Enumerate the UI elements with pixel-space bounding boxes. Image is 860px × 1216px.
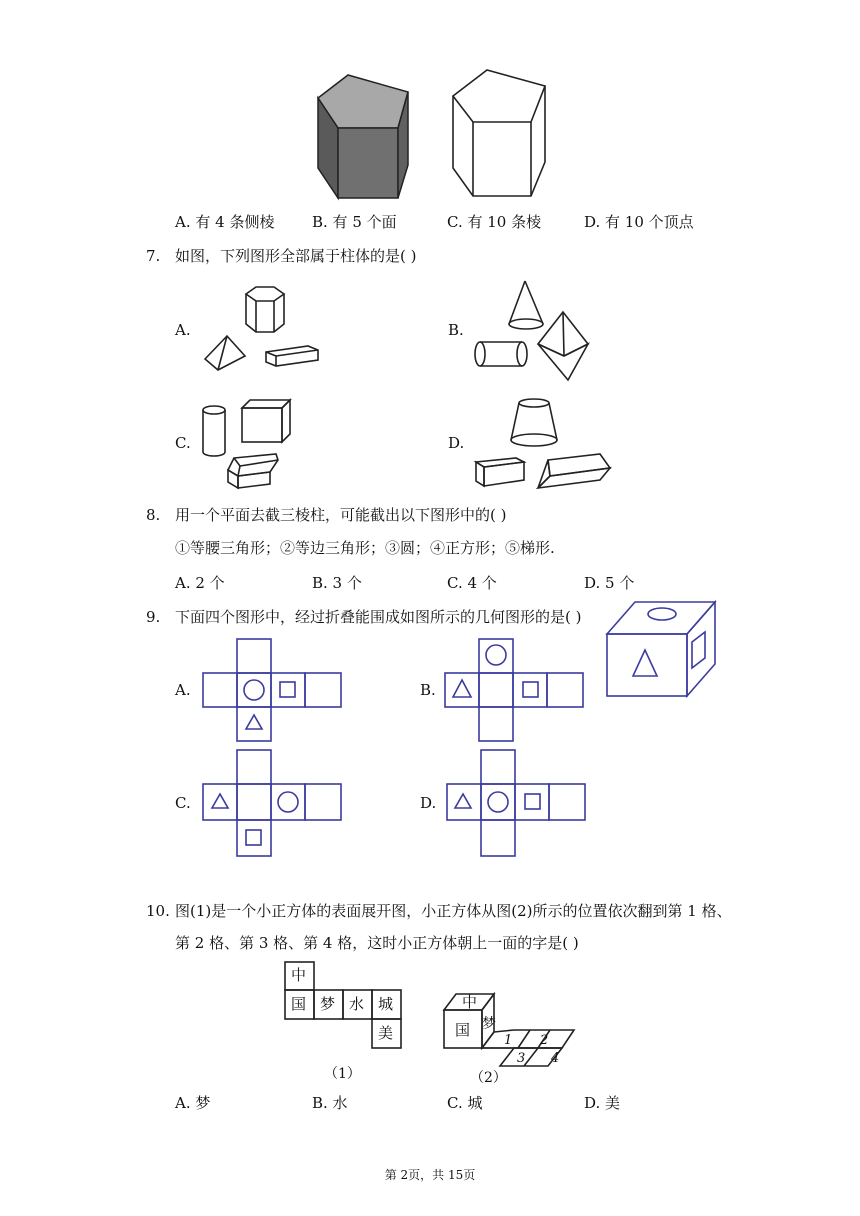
q10-net-char-meng: 梦 — [320, 995, 336, 1013]
q8-option-a: A. 2 个 — [175, 574, 225, 592]
q10-net-char-mei: 美 — [378, 1024, 394, 1042]
q10-grid-number-1: 1 — [504, 1033, 513, 1048]
q10-option-c: C. 城 — [447, 1094, 483, 1112]
q7-option-b-solids — [470, 278, 600, 382]
q9-net-c-figure — [202, 750, 344, 858]
q8-stem: 用一个平面去截三棱柱，可能截出以下图形中的( ) — [175, 506, 507, 524]
q7-label-b: B. — [448, 321, 464, 339]
q6-option-d: D. 有 10 个顶点 — [584, 213, 694, 231]
q9-number: 9. — [146, 608, 161, 626]
q10-option-d: D. 美 — [584, 1094, 621, 1112]
q9-reference-cube-figure — [605, 600, 717, 700]
q10-net-char-cheng: 城 — [378, 995, 394, 1013]
q10-figure-2-caption: （2） — [470, 1070, 507, 1086]
q8-number: 8. — [146, 506, 161, 524]
q7-stem: 如图，下列图形全部属于柱体的是( ) — [175, 247, 417, 265]
q10-option-a: A. 梦 — [175, 1094, 211, 1112]
q10-cube-char-guo: 国 — [455, 1021, 471, 1039]
q9-label-b: B. — [420, 681, 436, 699]
q10-grid-number-2: 2 — [540, 1033, 549, 1048]
q8-items: ①等腰三角形；②等边三角形；③圆；④正方形；⑤梯形. — [175, 539, 555, 557]
q6-option-c: C. 有 10 条棱 — [447, 213, 542, 231]
q10-cube-char-meng: 梦 — [482, 1016, 496, 1032]
q10-grid-number-3: 3 — [517, 1051, 526, 1066]
q6-option-b: B. 有 5 个面 — [312, 213, 397, 231]
outline-pentagonal-prism-figure — [445, 66, 555, 201]
q9-label-d: D. — [420, 794, 437, 812]
q7-option-c-solids — [198, 396, 308, 492]
page-footer: 第 2页，共 15页 — [384, 1168, 476, 1182]
q7-option-d-solids — [472, 394, 622, 492]
q7-option-a-solids — [200, 284, 330, 376]
q6-option-a: A. 有 4 条侧棱 — [175, 213, 275, 231]
shaded-pentagonal-prism-figure — [310, 70, 420, 205]
q7-number: 7. — [146, 247, 161, 265]
q10-option-b: B. 水 — [312, 1094, 348, 1112]
q10-cube-char-zhong: 中 — [462, 993, 478, 1011]
q8-option-b: B. 3 个 — [312, 574, 362, 592]
q9-net-a-figure — [202, 637, 344, 743]
q10-figure-1-caption: （1） — [324, 1066, 361, 1082]
q9-label-a: A. — [175, 681, 191, 699]
q8-option-c: C. 4 个 — [447, 574, 497, 592]
q10-net-char-shui: 水 — [349, 995, 365, 1013]
q9-stem: 下面四个图形中，经过折叠能围成如图所示的几何图形的是( ) — [175, 608, 582, 626]
q10-stem-line1: 图(1)是一个小正方体的表面展开图，小正方体从图(2)所示的位置依次翻到第 1 格、 — [175, 902, 732, 920]
q7-label-c: C. — [175, 434, 191, 452]
q7-label-d: D. — [448, 434, 465, 452]
q7-label-a: A. — [175, 321, 191, 339]
q10-number: 10. — [146, 902, 170, 920]
q9-net-d-figure — [446, 750, 588, 858]
q10-net-char-zhong: 中 — [291, 966, 307, 984]
q9-net-b-figure — [444, 637, 586, 743]
q9-label-c: C. — [175, 794, 191, 812]
q10-grid-number-4: 4 — [551, 1051, 560, 1066]
q10-net-char-guo: 国 — [291, 995, 307, 1013]
q10-stem-line2: 第 2 格、第 3 格、第 4 格，这时小正方体朝上一面的字是( ) — [175, 934, 579, 952]
q8-option-d: D. 5 个 — [584, 574, 635, 592]
